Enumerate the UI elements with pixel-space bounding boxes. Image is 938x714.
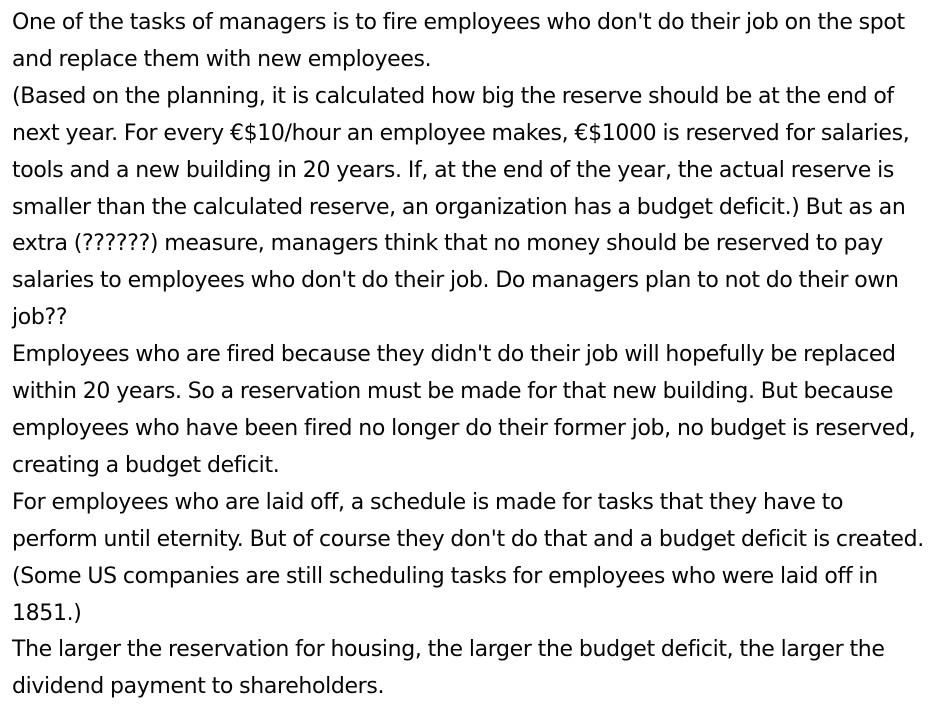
paragraph-2: (Based on the planning, it is calculated how big the reserve should be at the end of next year. For every €$10/hour an employee makes, €$1000 is reserved for salaries, tools and a new building in 20 years. If, at the end of the year, the actual reserve is smaller than the calculated reserve, an organization has a budget deficit.) But as an extra (??????) measure, managers think that no money should be reserved to pay salaries to employees who don't do their job. Do managers plan to not do their own job?? [12, 83, 910, 331]
paragraph-5: The larger the reservation for housing, the larger the budget deficit, the larger the dividend payment to shareholders. [12, 637, 885, 700]
paragraph-4: For employees who are laid off, a schedule is made for tasks that they have to perform until eternity. But of course they don't do that and a budget deficit is created. (Some US companies are still scheduling tasks for employees who were laid off in 1851.) [12, 489, 924, 626]
paragraph-1: One of the tasks of managers is to fire employees who don't do their job on the spot and replace them with new employees. [12, 10, 905, 72]
paragraph-3: Employees who are fired because they didn't do their job will hopefully be replaced within 20 years. So a reservation must be made for that new building. But because employees who have been fired no longer do their former job, no budget is reserved, creating a budget deficit. [12, 342, 916, 478]
